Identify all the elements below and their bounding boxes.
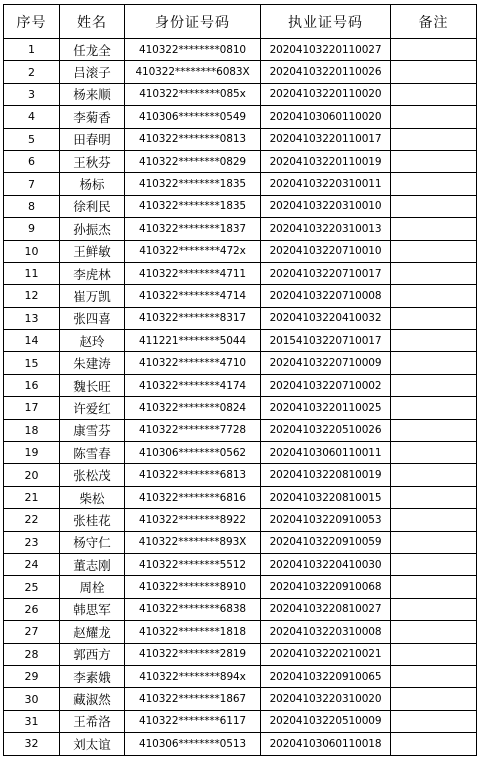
- table-row: [4, 464, 477, 486]
- remarks-cell: [391, 262, 477, 284]
- serial-cell: 1: [4, 39, 60, 61]
- serial-cell: 19: [4, 442, 60, 464]
- license-number-cell: 20204103220910065: [261, 665, 391, 687]
- header-license-number: 执业证号码: [261, 5, 391, 39]
- table-row: [4, 553, 477, 575]
- table-row: [4, 442, 477, 464]
- name-cell: 李虎林: [60, 262, 125, 284]
- id-number-cell: 410322********893X: [125, 531, 261, 553]
- table-row: [4, 598, 477, 620]
- id-number-cell: 410322********5512: [125, 553, 261, 575]
- serial-cell: 2: [4, 61, 60, 83]
- table-row: [4, 397, 477, 419]
- table-header: [4, 5, 477, 39]
- header-serial-number: 序号: [4, 5, 60, 39]
- table-row: [4, 688, 477, 710]
- serial-cell: 14: [4, 330, 60, 352]
- header-name: 姓名: [60, 5, 125, 39]
- serial-cell: 31: [4, 710, 60, 732]
- license-number-cell: 20204103220310011: [261, 173, 391, 195]
- license-number-cell: 20204103220410030: [261, 553, 391, 575]
- table-row: [4, 733, 477, 755]
- serial-cell: 4: [4, 106, 60, 128]
- license-number-cell: 20204103220210021: [261, 643, 391, 665]
- remarks-cell: [391, 710, 477, 732]
- remarks-cell: [391, 509, 477, 531]
- serial-cell: 21: [4, 486, 60, 508]
- serial-cell: 7: [4, 173, 60, 195]
- id-number-cell: 410322********4174: [125, 374, 261, 396]
- name-cell: 朱建涛: [60, 352, 125, 374]
- table-row: [4, 195, 477, 217]
- serial-cell: 15: [4, 352, 60, 374]
- serial-cell: 3: [4, 83, 60, 105]
- serial-cell: 9: [4, 218, 60, 240]
- header-row: [4, 5, 477, 39]
- table-row: [4, 39, 477, 61]
- table-row: [4, 83, 477, 105]
- license-number-cell: 20204103220110019: [261, 150, 391, 172]
- name-cell: 孙振杰: [60, 218, 125, 240]
- name-cell: 陈雪春: [60, 442, 125, 464]
- id-number-cell: 410322********4710: [125, 352, 261, 374]
- id-number-cell: 410322********0810: [125, 39, 261, 61]
- serial-cell: 30: [4, 688, 60, 710]
- remarks-cell: [391, 285, 477, 307]
- table-row: [4, 576, 477, 598]
- id-number-cell: 410322********1835: [125, 173, 261, 195]
- name-cell: 刘太谊: [60, 733, 125, 755]
- id-number-cell: 410322********7728: [125, 419, 261, 441]
- license-number-cell: 20204103220310013: [261, 218, 391, 240]
- table-row: [4, 419, 477, 441]
- remarks-cell: [391, 553, 477, 575]
- license-number-cell: 20204103220810027: [261, 598, 391, 620]
- serial-cell: 20: [4, 464, 60, 486]
- id-number-cell: 410322********6816: [125, 486, 261, 508]
- table-row: [4, 665, 477, 687]
- id-number-cell: 410322********0824: [125, 397, 261, 419]
- table-row: [4, 531, 477, 553]
- serial-cell: 13: [4, 307, 60, 329]
- id-number-cell: 410322********8317: [125, 307, 261, 329]
- license-number-cell: 20204103220310010: [261, 195, 391, 217]
- license-number-cell: 20204103220110026: [261, 61, 391, 83]
- license-number-cell: 20204103220310008: [261, 621, 391, 643]
- remarks-cell: [391, 598, 477, 620]
- id-number-cell: 410322********085x: [125, 83, 261, 105]
- name-cell: 李菊香: [60, 106, 125, 128]
- name-cell: 张桂花: [60, 509, 125, 531]
- id-number-cell: 410322********4714: [125, 285, 261, 307]
- license-number-cell: 20204103220710002: [261, 374, 391, 396]
- remarks-cell: [391, 61, 477, 83]
- remarks-cell: [391, 486, 477, 508]
- remarks-cell: [391, 442, 477, 464]
- table-row: [4, 307, 477, 329]
- serial-cell: 5: [4, 128, 60, 150]
- id-number-cell: 411221********5044: [125, 330, 261, 352]
- table-row: [4, 106, 477, 128]
- roster-table-wrapper: [3, 4, 477, 756]
- serial-cell: 12: [4, 285, 60, 307]
- id-number-cell: 410322********1867: [125, 688, 261, 710]
- license-number-cell: 20204103220110020: [261, 83, 391, 105]
- license-number-cell: 20204103060110020: [261, 106, 391, 128]
- table-row: [4, 61, 477, 83]
- license-number-cell: 20204103060110018: [261, 733, 391, 755]
- name-cell: 张松茂: [60, 464, 125, 486]
- table-body: [4, 39, 477, 756]
- id-number-cell: 410306********0549: [125, 106, 261, 128]
- name-cell: 崔万凯: [60, 285, 125, 307]
- table-row: [4, 128, 477, 150]
- remarks-cell: [391, 330, 477, 352]
- name-cell: 张四喜: [60, 307, 125, 329]
- id-number-cell: 410322********6117: [125, 710, 261, 732]
- license-number-cell: 20204103220710008: [261, 285, 391, 307]
- remarks-cell: [391, 688, 477, 710]
- license-number-cell: 20204103220510026: [261, 419, 391, 441]
- serial-cell: 24: [4, 553, 60, 575]
- id-number-cell: 410322********8910: [125, 576, 261, 598]
- id-number-cell: 410322********6813: [125, 464, 261, 486]
- table-row: [4, 285, 477, 307]
- remarks-cell: [391, 195, 477, 217]
- remarks-cell: [391, 106, 477, 128]
- remarks-cell: [391, 240, 477, 262]
- table-row: [4, 240, 477, 262]
- name-cell: 吕滚子: [60, 61, 125, 83]
- license-number-cell: 20154103220710017: [261, 330, 391, 352]
- name-cell: 魏长旺: [60, 374, 125, 396]
- serial-cell: 28: [4, 643, 60, 665]
- id-number-cell: 410306********0513: [125, 733, 261, 755]
- remarks-cell: [391, 643, 477, 665]
- serial-cell: 6: [4, 150, 60, 172]
- name-cell: 赵耀龙: [60, 621, 125, 643]
- license-number-cell: 20204103220110027: [261, 39, 391, 61]
- name-cell: 王鲜敏: [60, 240, 125, 262]
- license-number-cell: 20204103220710009: [261, 352, 391, 374]
- serial-cell: 27: [4, 621, 60, 643]
- license-number-cell: 20204103060110011: [261, 442, 391, 464]
- remarks-cell: [391, 464, 477, 486]
- license-number-cell: 20204103220710017: [261, 262, 391, 284]
- name-cell: 藏淑然: [60, 688, 125, 710]
- remarks-cell: [391, 128, 477, 150]
- remarks-cell: [391, 39, 477, 61]
- remarks-cell: [391, 374, 477, 396]
- remarks-cell: [391, 173, 477, 195]
- license-number-cell: 20204103220510009: [261, 710, 391, 732]
- roster-table: [3, 4, 477, 756]
- license-number-cell: 20204103220910068: [261, 576, 391, 598]
- name-cell: 杨来顺: [60, 83, 125, 105]
- name-cell: 杨守仁: [60, 531, 125, 553]
- remarks-cell: [391, 150, 477, 172]
- id-number-cell: 410322********1835: [125, 195, 261, 217]
- id-number-cell: 410322********472x: [125, 240, 261, 262]
- name-cell: 董志刚: [60, 553, 125, 575]
- remarks-cell: [391, 83, 477, 105]
- id-number-cell: 410322********6083X: [125, 61, 261, 83]
- id-number-cell: 410306********0562: [125, 442, 261, 464]
- name-cell: 任龙全: [60, 39, 125, 61]
- id-number-cell: 410322********1837: [125, 218, 261, 240]
- table-row: [4, 486, 477, 508]
- id-number-cell: 410322********8922: [125, 509, 261, 531]
- license-number-cell: 20204103220910053: [261, 509, 391, 531]
- table-row: [4, 509, 477, 531]
- id-number-cell: 410322********1818: [125, 621, 261, 643]
- license-number-cell: 20204103220910059: [261, 531, 391, 553]
- name-cell: 李素娥: [60, 665, 125, 687]
- id-number-cell: 410322********2819: [125, 643, 261, 665]
- remarks-cell: [391, 733, 477, 755]
- id-number-cell: 410322********4711: [125, 262, 261, 284]
- name-cell: 许爱红: [60, 397, 125, 419]
- id-number-cell: 410322********894x: [125, 665, 261, 687]
- name-cell: 赵玲: [60, 330, 125, 352]
- serial-cell: 23: [4, 531, 60, 553]
- name-cell: 王希洛: [60, 710, 125, 732]
- serial-cell: 22: [4, 509, 60, 531]
- serial-cell: 8: [4, 195, 60, 217]
- name-cell: 田春明: [60, 128, 125, 150]
- license-number-cell: 20204103220710010: [261, 240, 391, 262]
- serial-cell: 32: [4, 733, 60, 755]
- table-row: [4, 710, 477, 732]
- table-row: [4, 621, 477, 643]
- table-row: [4, 330, 477, 352]
- license-number-cell: 20204103220110025: [261, 397, 391, 419]
- table-row: [4, 643, 477, 665]
- table-row: [4, 173, 477, 195]
- serial-cell: 17: [4, 397, 60, 419]
- serial-cell: 16: [4, 374, 60, 396]
- name-cell: 杨标: [60, 173, 125, 195]
- remarks-cell: [391, 218, 477, 240]
- id-number-cell: 410322********0813: [125, 128, 261, 150]
- name-cell: 王秋芬: [60, 150, 125, 172]
- serial-cell: 11: [4, 262, 60, 284]
- license-number-cell: 20204103220810015: [261, 486, 391, 508]
- serial-cell: 18: [4, 419, 60, 441]
- table-row: [4, 150, 477, 172]
- name-cell: 郭西方: [60, 643, 125, 665]
- license-number-cell: 20204103220410032: [261, 307, 391, 329]
- remarks-cell: [391, 621, 477, 643]
- serial-cell: 26: [4, 598, 60, 620]
- license-number-cell: 20204103220810019: [261, 464, 391, 486]
- name-cell: 徐利民: [60, 195, 125, 217]
- serial-cell: 25: [4, 576, 60, 598]
- id-number-cell: 410322********6838: [125, 598, 261, 620]
- remarks-cell: [391, 397, 477, 419]
- header-remarks: 备注: [391, 5, 477, 39]
- name-cell: 周栓: [60, 576, 125, 598]
- remarks-cell: [391, 665, 477, 687]
- name-cell: 韩思军: [60, 598, 125, 620]
- table-row: [4, 218, 477, 240]
- name-cell: 柴松: [60, 486, 125, 508]
- remarks-cell: [391, 531, 477, 553]
- remarks-cell: [391, 419, 477, 441]
- header-id-number: 身份证号码: [125, 5, 261, 39]
- remarks-cell: [391, 576, 477, 598]
- license-number-cell: 20204103220110017: [261, 128, 391, 150]
- serial-cell: 29: [4, 665, 60, 687]
- remarks-cell: [391, 307, 477, 329]
- serial-cell: 10: [4, 240, 60, 262]
- id-number-cell: 410322********0829: [125, 150, 261, 172]
- table-row: [4, 262, 477, 284]
- table-row: [4, 374, 477, 396]
- name-cell: 康雪芬: [60, 419, 125, 441]
- remarks-cell: [391, 352, 477, 374]
- license-number-cell: 20204103220310020: [261, 688, 391, 710]
- table-row: [4, 352, 477, 374]
